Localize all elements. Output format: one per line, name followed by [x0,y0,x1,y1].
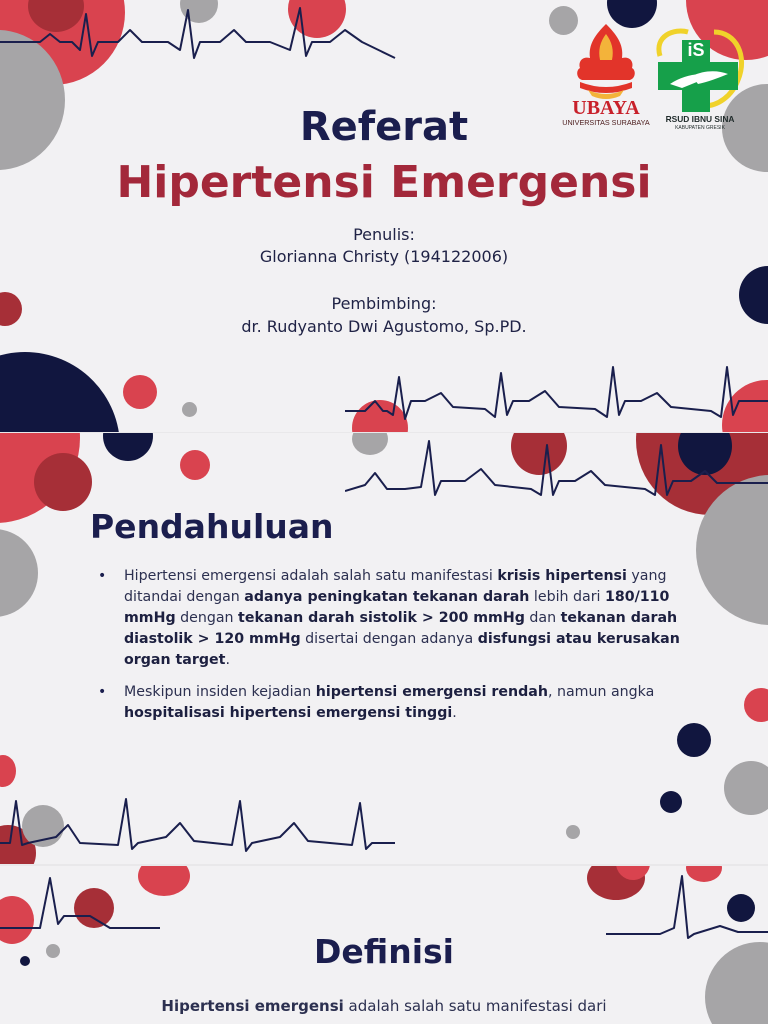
decor-circle [566,825,580,839]
definition-bold: Hipertensi emergensi [161,997,344,1015]
bullet-segment: Meskipun insiden kejadian [124,684,316,700]
decor-circle [0,529,38,617]
bullet-emphasis: krisis hipertensi [497,568,627,584]
decor-circle [660,791,682,813]
bullet-emphasis: disfungsi atau kerusakan organ target [124,631,680,668]
bullet-text [124,568,680,668]
bullet-segment: , namun angka [547,684,655,700]
bullet-emphasis: tekanan darah sistolik > 200 mmHg [238,610,525,626]
decor-circle [724,761,768,815]
definition-rest: adalah salah satu manifestasi dari [343,997,607,1015]
decor-circle [182,402,197,417]
section-title-definisi: Definisi [314,932,454,971]
bullet-emphasis: tekanan darah diastolik > 120 mmHg [124,610,678,647]
bullet-emphasis: hospitalisasi hipertensi emergensi tinggi [124,705,453,721]
bullet-dot: • [98,568,107,584]
ubaya-sub: UNIVERSITAS SURABAYA [562,118,650,127]
decor-circle [123,375,157,409]
section-title-pendahuluan: Pendahuluan [90,507,334,546]
rsud-sub: KABUPATEN GRESIK [675,125,725,130]
bullet-segment: yang ditandai dengan [124,568,667,605]
ubaya-name: UBAYA [572,97,640,119]
slide-pendahuluan [0,433,768,864]
decor-circle [34,453,92,511]
svg-text:iS: iS [687,40,705,60]
ecg-line [345,433,768,503]
bullet-list [98,566,688,735]
definition-text [100,996,668,1017]
decor-circle [0,755,16,787]
bullet-emphasis: 180/110 mmHg [124,589,670,626]
slide-title [0,0,768,432]
bullet-emphasis: adanya peningkatan tekanan darah [244,589,530,605]
slide-title-subtitle: Hipertensi Emergensi [116,157,652,208]
bullet-segment: lebih dari [529,589,606,605]
bullet-dot: • [98,684,107,700]
author-label: Penulis: [353,225,415,244]
rsud-name: RSUD IBNU SINA [665,114,735,124]
bullet-segment: dan [524,610,561,626]
decor-circle [180,450,210,480]
decor-circle [744,688,768,722]
advisor-label: Pembimbing: [331,294,437,313]
bullet-item [98,566,688,671]
bullet-text [124,684,654,721]
bullet-segment: . [225,652,230,668]
bullet-segment: Hipertensi emergensi adalah salah satu manifestasi [124,568,498,584]
advisor-name: dr. Rudyanto Dwi Agustomo, Sp.PD. [241,317,527,336]
slide-definisi [0,866,768,1024]
ecg-line [0,0,400,70]
ecg-line [0,793,400,853]
decor-circle [0,352,120,432]
bullet-segment: dengan [175,610,239,626]
bullet-segment: . [452,705,457,721]
ecg-line [345,355,768,425]
bullet-emphasis: hipertensi emergensi rendah [315,684,548,700]
slide-title-heading: Referat [299,104,469,150]
ecg-line [0,866,170,936]
author-name: Glorianna Christy (194122006) [259,247,509,266]
decor-circle [103,433,153,461]
bullet-segment: disertai dengan adanya [300,631,478,647]
bullet-item [98,682,688,724]
